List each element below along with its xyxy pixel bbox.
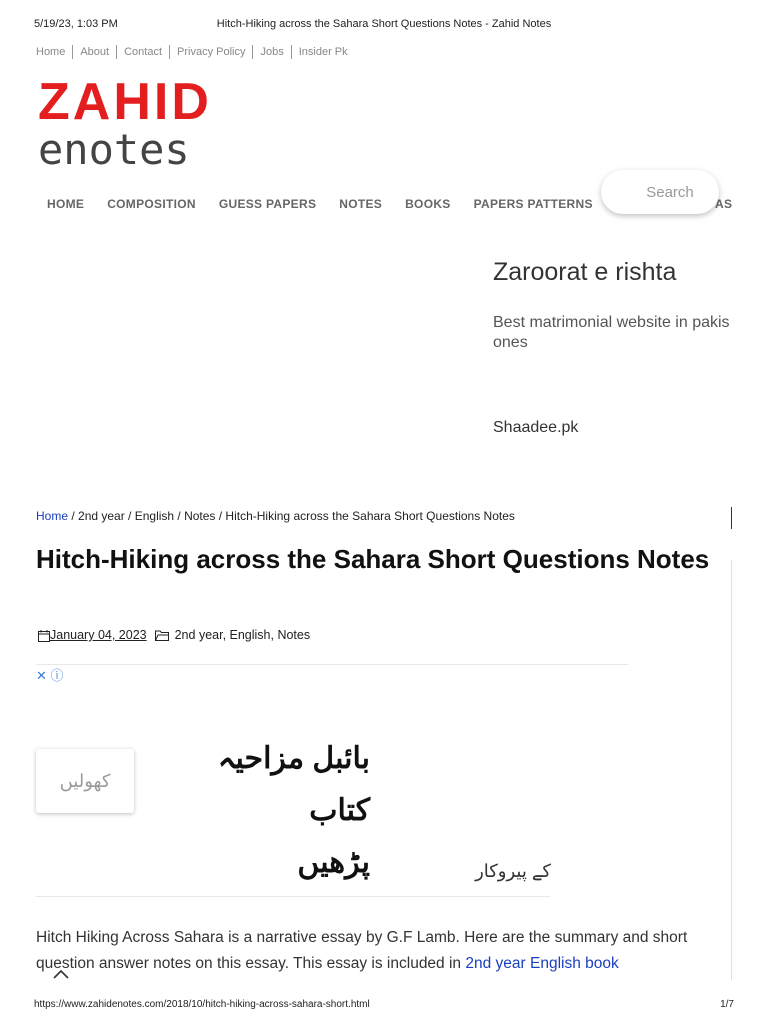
ad-description (493, 313, 768, 353)
nav-books[interactable]: BOOKS (405, 197, 451, 211)
print-footer (34, 999, 734, 1010)
ad-urdu-subtitle: کے پیروکار (475, 861, 551, 881)
folder-icon (155, 628, 169, 642)
ad-banner[interactable] (493, 258, 768, 437)
post-body-link[interactable]: 2nd year English book (465, 955, 619, 972)
ad-divider (36, 896, 550, 897)
nav-home[interactable]: HOME (47, 197, 85, 211)
print-url: https://www.zahidenotes.com/2018/10/hitch-hiking-across-sahara-short.html (34, 999, 370, 1010)
site-logo[interactable] (38, 73, 212, 174)
nav-partial-item-2[interactable]: AS (715, 197, 733, 211)
print-page-number: 1/7 (720, 999, 734, 1010)
top-link-contact[interactable]: Contact (116, 45, 169, 59)
ad-site: Shaadee.pk (493, 419, 579, 436)
chevron-up-icon[interactable] (53, 966, 69, 976)
ad-urdu-title-line2: پڑھیں (297, 846, 370, 879)
post-body (36, 925, 716, 977)
ad-desc-line2: ones (493, 334, 528, 351)
ad-open-button[interactable]: کھولیں (36, 749, 134, 813)
post-meta (38, 628, 310, 642)
ad-urdu-title (156, 733, 370, 889)
nav-composition[interactable]: COMPOSITION (107, 197, 196, 211)
top-link-home[interactable]: Home (36, 46, 66, 58)
nav-notes[interactable]: NOTES (339, 197, 383, 211)
print-datetime: 5/19/23, 1:03 PM (34, 18, 118, 30)
ad-title: Zaroorat e rishta (493, 258, 677, 286)
post-categories[interactable]: 2nd year, English, Notes (174, 628, 311, 642)
breadcrumb-path[interactable]: / 2nd year / English / Notes / Hitch-Hiking across the Sahara Short Questions Notes (68, 509, 515, 523)
post-date[interactable]: January 04, 2023 (50, 628, 147, 642)
top-links (36, 45, 355, 59)
main-nav (47, 197, 733, 211)
logo-enotes: enotes (38, 125, 190, 174)
breadcrumb (36, 509, 515, 523)
top-link-about[interactable]: About (72, 45, 116, 59)
logo-zahid: ZAHID (38, 73, 212, 131)
sidebar-divider (731, 560, 732, 980)
top-link-jobs[interactable]: Jobs (252, 45, 290, 59)
post-body-text: Hitch Hiking Across Sahara is a narrative essay by G.F Lamb. Here are the summary and short question answer notes on this essay. This essay is included in (36, 929, 688, 972)
top-link-insider[interactable]: Insider Pk (291, 45, 355, 59)
search-input[interactable]: Search (601, 170, 719, 214)
nav-papers-patterns[interactable]: PAPERS PATTERNS (473, 197, 593, 211)
print-page-title: Hitch-Hiking across the Sahara Short Questions Notes - Zahid Notes (216, 18, 552, 30)
inline-ad[interactable] (36, 664, 628, 897)
calendar-icon (38, 628, 50, 642)
post-title: Hitch-Hiking across the Sahara Short Questions Notes (36, 544, 710, 574)
breadcrumb-home[interactable]: Home (36, 509, 69, 523)
nav-guess-papers[interactable]: GUESS PAPERS (218, 197, 317, 211)
ad-desc-line1: Best matrimonial website in pakis (493, 314, 730, 331)
sidebar-edge (731, 507, 732, 529)
ad-choices-icon[interactable]: ✕ ⓘ (36, 668, 64, 683)
ad-urdu-title-line1: بائبل مزاحیہ کتاب (217, 742, 370, 827)
top-link-privacy[interactable]: Privacy Policy (169, 45, 252, 59)
